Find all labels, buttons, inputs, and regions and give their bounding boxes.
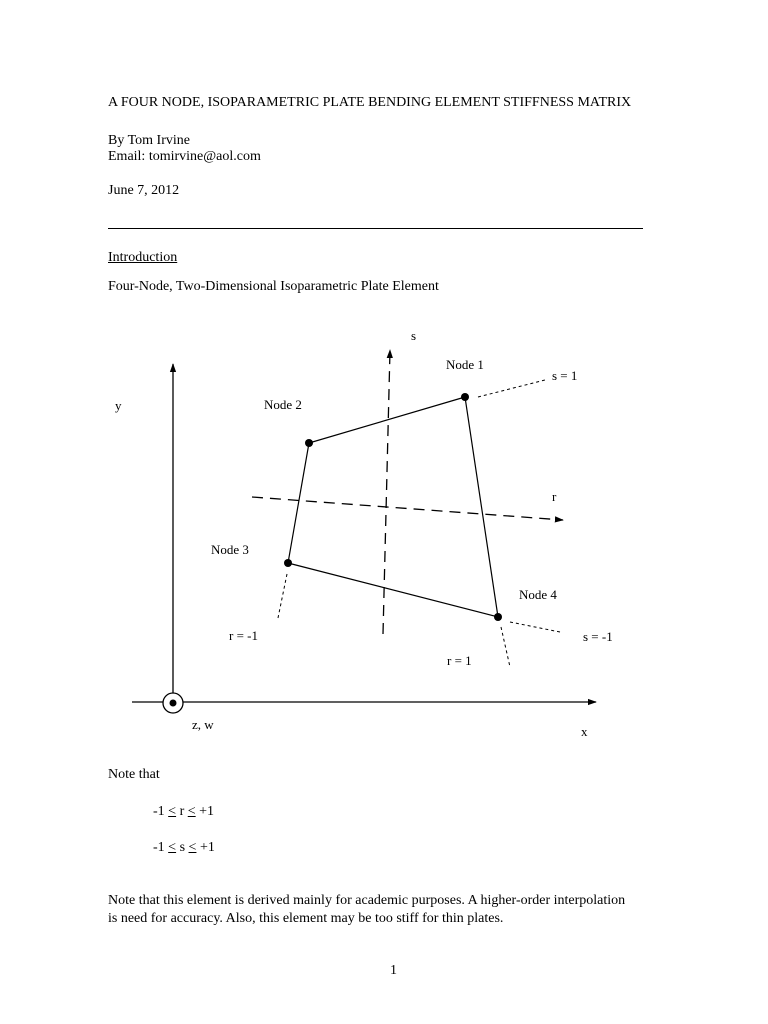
inequality-r: -1 < r < +1 — [153, 804, 215, 819]
note-paragraph-line-1: Note that this element is derived mainly for academic purposes. A higher-order interpolation — [108, 893, 626, 908]
email-line: Email: tomirvine@aol.com — [108, 149, 261, 164]
r-eq-minus1-label: r = -1 — [229, 628, 258, 643]
node-4-marker — [494, 613, 502, 621]
note-paragraph-line-2: is need for accuracy. Also, this element may be too stiff for thin plates. — [108, 911, 504, 926]
section-heading: Introduction — [108, 250, 178, 265]
le-symbol: < — [168, 804, 177, 819]
le-symbol: < — [168, 840, 177, 855]
node-4-label: Node 4 — [519, 587, 557, 602]
node-2-marker — [305, 439, 313, 447]
y-axis-label: y — [115, 398, 122, 413]
s-eq-minus1-label: s = -1 — [583, 629, 613, 644]
node-3-label: Node 3 — [211, 542, 249, 557]
node-2-label: Node 2 — [264, 397, 302, 412]
z-w-axis-label: z, w — [192, 717, 214, 732]
document-title: A FOUR NODE, ISOPARAMETRIC PLATE BENDING ELEMENT STIFFNESS MATRIX — [108, 95, 632, 110]
r-axis-label: r — [552, 489, 557, 504]
s-eq-1-label: s = 1 — [552, 368, 578, 383]
date-line: June 7, 2012 — [108, 183, 180, 198]
z-axis-dot — [170, 700, 177, 707]
note-intro: Note that — [108, 767, 160, 782]
r-eq-minus1-extension — [278, 574, 287, 618]
s-axis-label: s — [411, 328, 417, 343]
s-eq-1-extension — [478, 380, 545, 397]
author-line: By Tom Irvine — [108, 133, 190, 148]
s-eq-minus1-extension — [510, 622, 560, 632]
figure-caption: Four-Node, Two-Dimensional Isoparametric Plate Element — [108, 279, 439, 294]
node-3-marker — [284, 559, 292, 567]
x-axis-label: x — [581, 724, 588, 739]
inequality-s: -1 < s < +1 — [153, 840, 215, 855]
node-1-label: Node 1 — [446, 357, 484, 372]
r-eq-1-label: r = 1 — [447, 653, 472, 668]
r-eq-1-extension — [501, 627, 510, 667]
plate-element-quadrilateral — [288, 397, 498, 617]
le-symbol: < — [187, 804, 196, 819]
node-1-marker — [461, 393, 469, 401]
page-number: 1 — [390, 963, 397, 978]
le-symbol: < — [188, 840, 197, 855]
s-axis — [383, 350, 390, 634]
